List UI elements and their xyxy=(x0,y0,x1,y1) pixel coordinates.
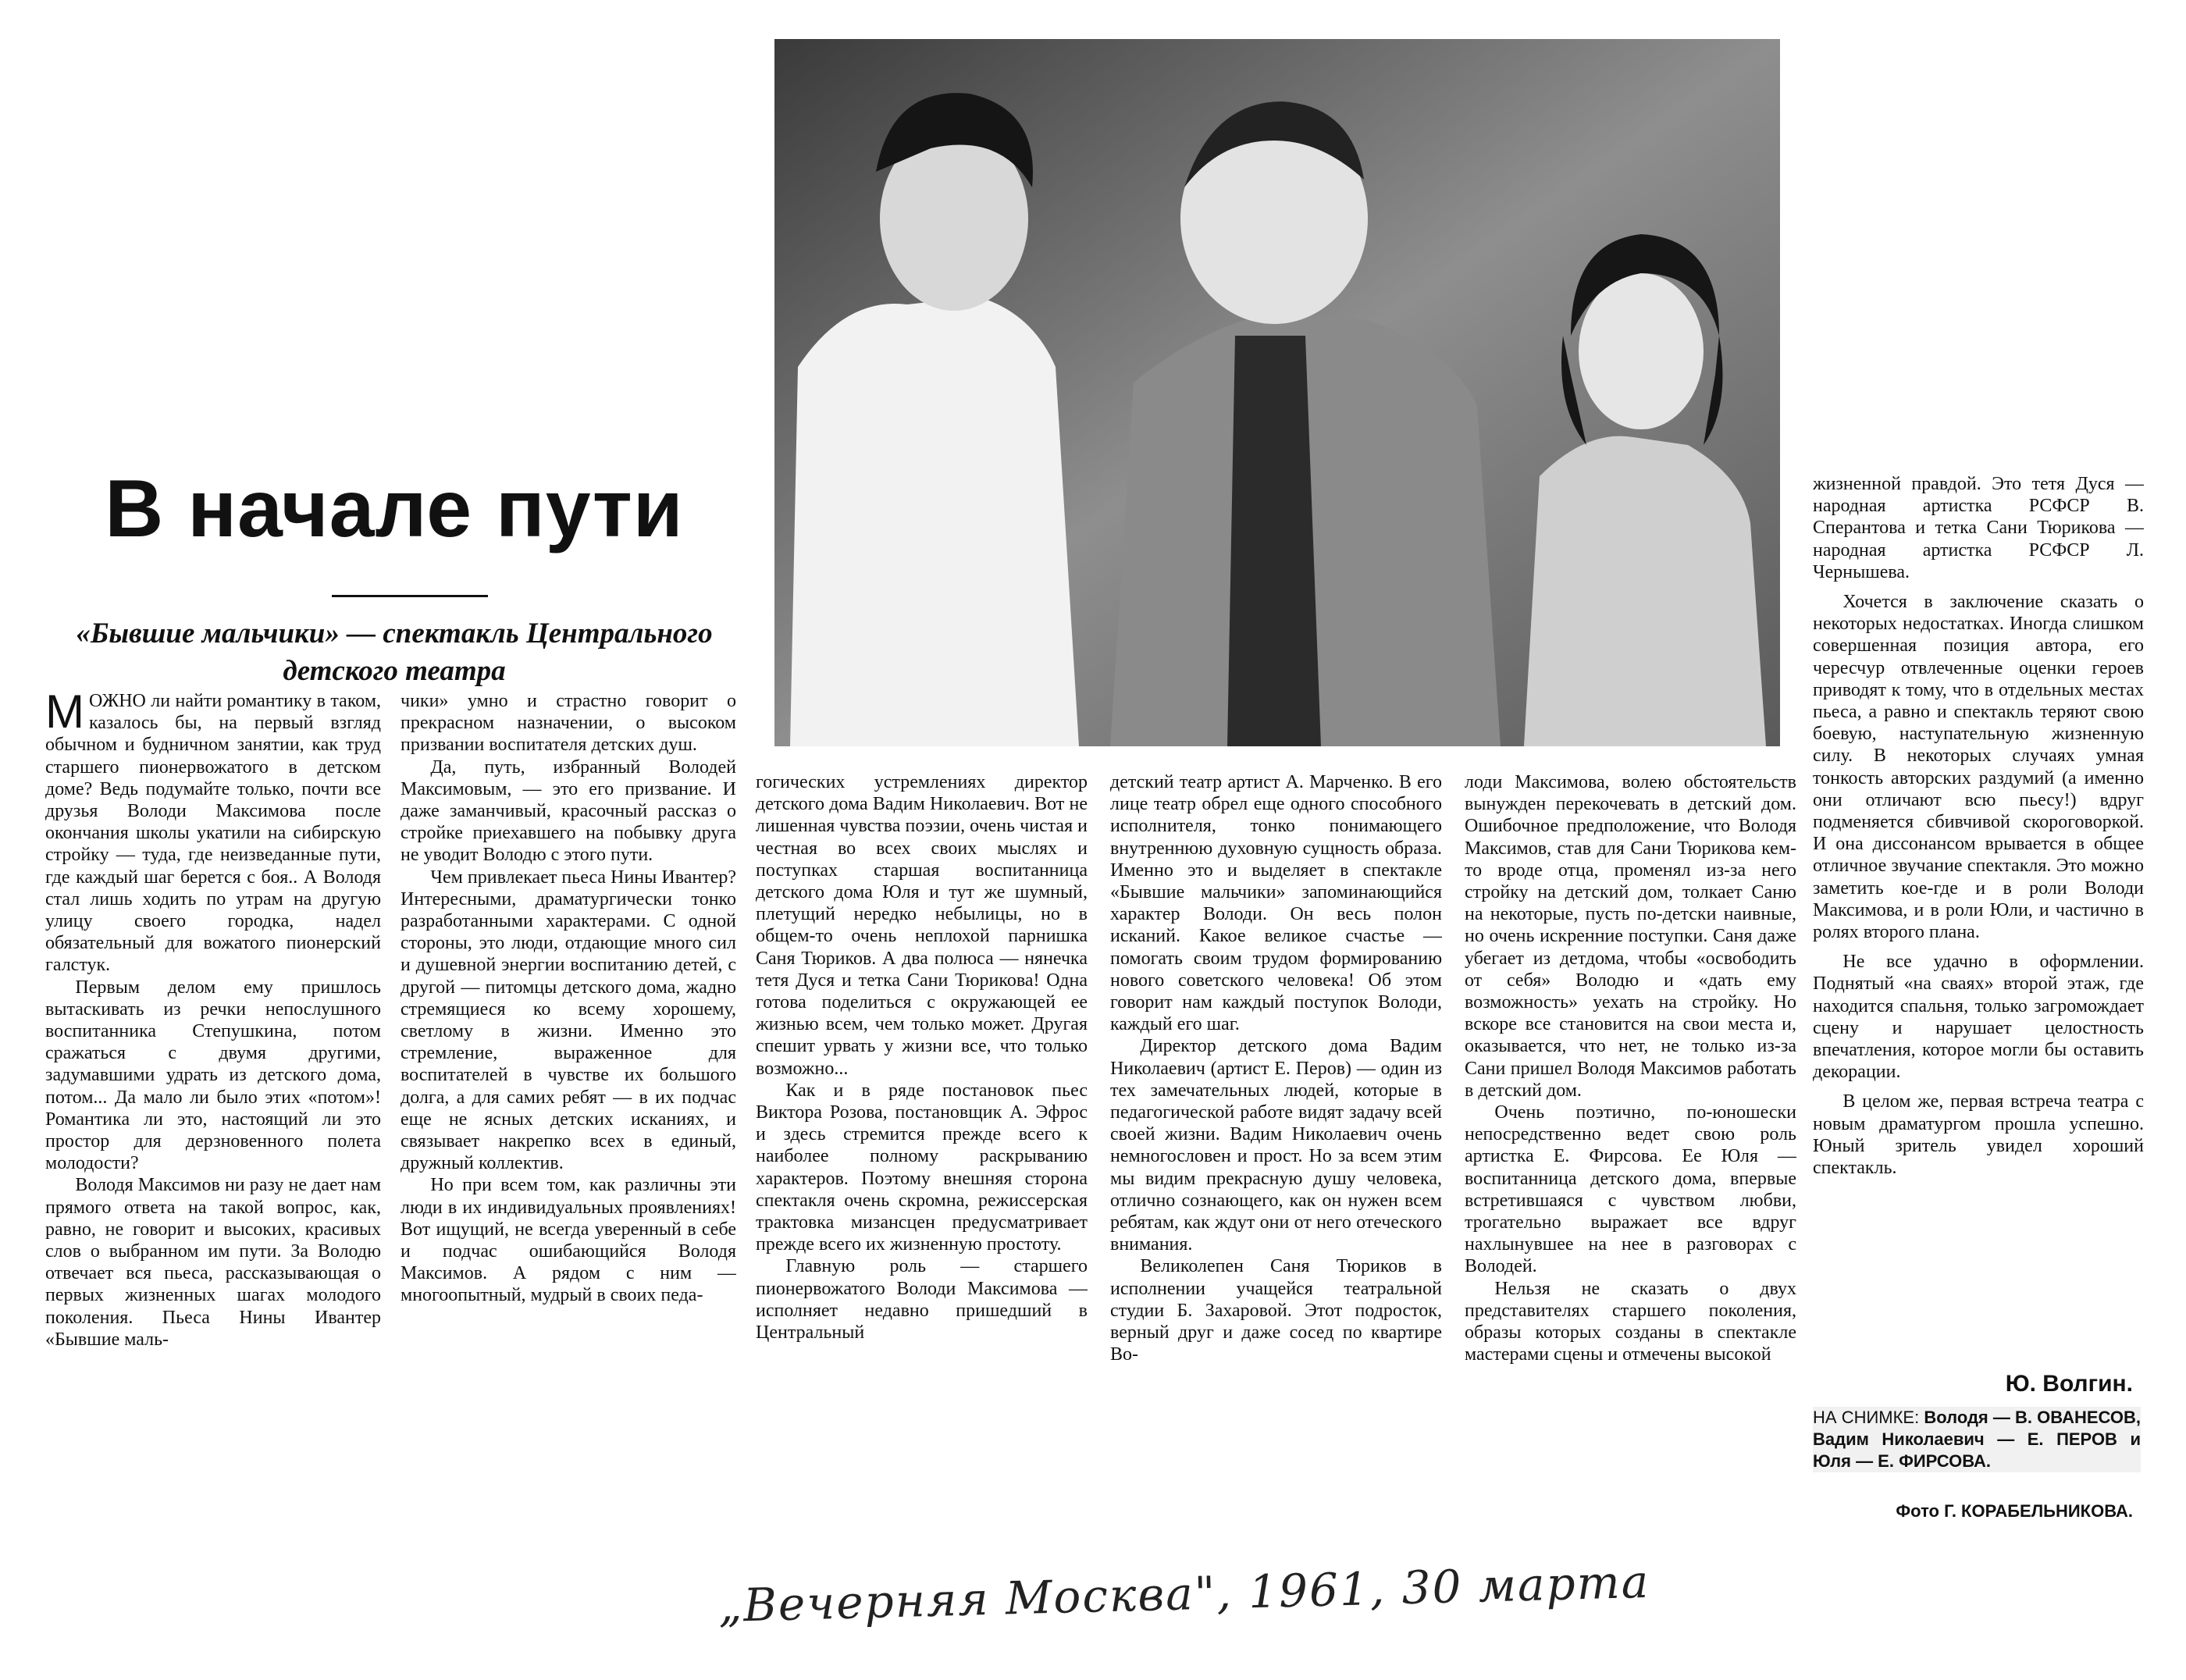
paragraph: Не все удачно в оформлении. Поднятый «на сваях» второй этаж, где находится спальня, только загромождает сцену и нарушает целостность впечатления, которое могли бы оставить декорации. xyxy=(1813,952,2144,1083)
paragraph: лоди Максимова, волею обстоятельств вынужден перекочевать в детский дом. Ошибочное предположение, что Володя Максимов, став для Сани Тюрикова кем-то вроде отца, променял из-за него стройку на детский дом, толкает Саню на некоторые, пусть по-детски наивные, но очень искренние поступки. Саня даже убегает из детдома, чтобы «освободить от себя» Володю и «дать ему возможность» уехать на стройку. Но вскоре все становится на свои места и, оказывается, что нет, не только из-за Сани пришел Володя Максимов работать в детский дом. xyxy=(1465,772,1796,1101)
handwritten-source-note: „Вечерняя Москва", 1961, 30 марта xyxy=(717,1554,1651,1633)
photo-credit: Фото Г. КОРАБЕЛЬНИКОВА. xyxy=(1896,1501,2133,1521)
paragraph: Володя Максимов ни разу не дает нам прямого ответа на такой вопрос, как, равно, не говорит и высоких, красивых слов о выбранном им пути. За Володю отвечает вся пьеса, рассказывающая о первых жизненных шагах молодого поколения. Пьеса Нины Ивантер «Бывшие маль- xyxy=(45,1175,381,1350)
text-column-3 xyxy=(756,771,1088,1521)
paragraph-text: ОЖНО ли найти романтику в таком, казалось бы, на первый взгляд обычном и будничном занятии, как труд старшего пионервожатого в детском доме? Ведь подумайте только, почти все друзья Володи Максимова после окончания школы укатили на сибирскую стройку — туда, где неизведанные пути, где каждый шаг берется с боя.. А Володя стал лишь ходить по утрам на другую улицу своего городка, надел обязательный для вожатого пионерский галстук. xyxy=(45,691,381,976)
article-subtitle: «Бывшие мальчики» — спектакль Центрального детского театра xyxy=(76,618,713,688)
paragraph: Хочется в заключение сказать о некоторых недостатках. Иногда слишком совершенная позиция автора, его чересчур отвлеченные оценки героев приводят к тому, что в отдельных местах пьеса, а равно и спектакль теряют свою боевую, наступательную жизненную силу. В некоторых случаях умная тонкость авторских раздумий (а именно они отличают всю пьесу!) вдруг подменяется сбивчивой скороговоркой. И она диссонансом врывается в общее отличное звучание спектакля. Это можно заметить кое-где и в роли Володи Максимова, и в роли Юли, и частично в ролях второго плана. xyxy=(1813,592,2144,943)
paragraph: Да, путь, избранный Володей Максимовым, — это его призвание. И даже заманчивый, красочный рассказ о стройке приехавшего на побывку друга не уводит Володю с этого пути. xyxy=(401,756,736,866)
paragraph: Очень поэтично, по-юношески непосредственно ведет свою роль артистка Е. Фирсова. Ее Юля — воспитанница детского дома, впервые встретившаяся с чувством любви, трогательно выражает все вдруг нахлынувшее на нее в разговорах с Володей. xyxy=(1465,1102,1796,1277)
text-column-2 xyxy=(401,690,736,1541)
paragraph: чики» умно и страстно говорит о прекрасном назначении, о высоком призвании воспитателя детских душ. xyxy=(401,691,736,756)
drop-cap: М xyxy=(45,690,84,738)
text-column-6 xyxy=(1813,473,2144,1394)
article-headline: В начале пути xyxy=(105,464,684,554)
paragraph: В целом же, первая встреча театра с новым драматургом прошла успешно. Юный зритель увидел хороший спектакль. xyxy=(1813,1091,2144,1179)
paragraph: детский театр артист А. Марченко. В его лице театр обрел еще одного способного исполнителя, тонко понимающего внутреннюю духовную сущность образа. Именно это и выделяет в спектакле «Бывшие мальчики» запоминающийся характер Володи. Он весь полон исканий. Какое великое счастье — помогать своим трудом формированию нового советского человека! Об этом говорит нам каждый поступок Володи, каждый его шаг. xyxy=(1110,772,1442,1035)
paragraph: жизненной правдой. Это тетя Дуся — народная артистка РСФСР В. Сперантова и тетка Сани Тюрикова — народная артистка РСФСР Л. Чернышева. xyxy=(1813,474,2144,582)
paragraph xyxy=(45,690,381,977)
headline-divider xyxy=(332,595,488,597)
paragraph: Как и в ряде постановок пьес Виктора Розова, постановщик А. Эфрос и здесь стремится прежде всего к наиболее полному раскрыванию характеров. Поэтому внешняя сторона спектакля очень скромна, режиссерская трактовка мизансцен предусматривает прежде всего их жизненную простоту. xyxy=(756,1080,1088,1255)
paragraph: Нельзя не сказать о двух представителях старшего поколения, образы которых созданы в спектакле мастерами сцены и отмечены высокой xyxy=(1465,1278,1796,1365)
stage-photo-image xyxy=(774,39,1780,746)
paragraph: гогических устремлениях директор детского дома Вадим Николаевич. Вот не лишенная чувства поэзии, очень чистая и честная во всех своих мыслях и поступках старшая воспитанница детского дома Юля и тут же шумный, плетущий нередко небылицы, но в общем-то очень неплохой парнишка Саня Тюриков. А два полюса — нянечка тетя Дуся и тетка Сани Тюрикова! Одна готова поделиться с окружающей ее жизнью всем, чем только может. Другая спешит урвать у жизни все, что только возможно... xyxy=(756,772,1088,1079)
paragraph: Великолепен Саня Тюриков в исполнении учащейся театральной студии Б. Захаровой. Этот подросток, верный друг и даже сосед по квартире Во- xyxy=(1110,1256,1442,1365)
paragraph: Директор детского дома Вадим Николаевич (артист Е. Перов) — один из тех замечательных людей, которые в педагогической работе видят задачу всей своей жизни. Вадим Николаевич очень немногословен и прост. Но за всем этим мы видим прекрасную душу человека, отлично сознающего, как он нужен всем ребятам, как ждут они от него отеческого внимания. xyxy=(1110,1036,1442,1255)
paragraph: Но при всем том, как различны эти люди в их индивидуальных проявлениях! Вот ищущий, не всегда уверенный в себе и подчас ошибающийся Володя Максимов. А рядом с ним — многоопытный, мудрый в своих педа- xyxy=(401,1175,736,1306)
author-signature: Ю. Волгин. xyxy=(2005,1371,2133,1397)
paragraph: Первым делом ему пришлось вытаскивать из речки непослушного воспитанника Степушкина, потом сражаться с двумя другими, задумавшими удрать из детского дома, потом... Да мало ли было этих «потом»! Романтика ли это, настоящий ли это простор для дерзновенного полета молодости? xyxy=(45,977,381,1174)
text-column-5 xyxy=(1465,771,1796,1521)
paragraph: Главную роль — старшего пионервожатого Володи Максимова — исполняет недавно пришедший в Центральный xyxy=(756,1256,1088,1344)
paragraph: Чем привлекает пьеса Нины Ивантер? Интересными, драматургически тонко разработанными характерами. С одной стороны, это люди, отдающие много сил и душевной энергии воспитанию детей, с другой — питомцы детского дома, жадно стремящиеся ко всему хорошему, светлому в жизни. Именно это стремление, выраженное для воспитателей в чувстве их большого долга, а для самих ребят — в их подчас еще не ясных детских исканиях, и связывает накрепко всех в единый, дружный коллектив. xyxy=(401,867,736,1174)
text-column-1 xyxy=(45,690,381,1541)
photo-caption xyxy=(1813,1407,2141,1472)
caption-label: НА СНИМКЕ: xyxy=(1813,1408,1920,1427)
caption-names: Володя — В. ОВАНЕСОВ, Вадим Николаевич — Е. ПЕРОВ и Юля — Е. ФИРСОВА. xyxy=(1813,1408,2141,1471)
text-column-4 xyxy=(1110,771,1442,1521)
stage-photo xyxy=(774,39,1780,746)
